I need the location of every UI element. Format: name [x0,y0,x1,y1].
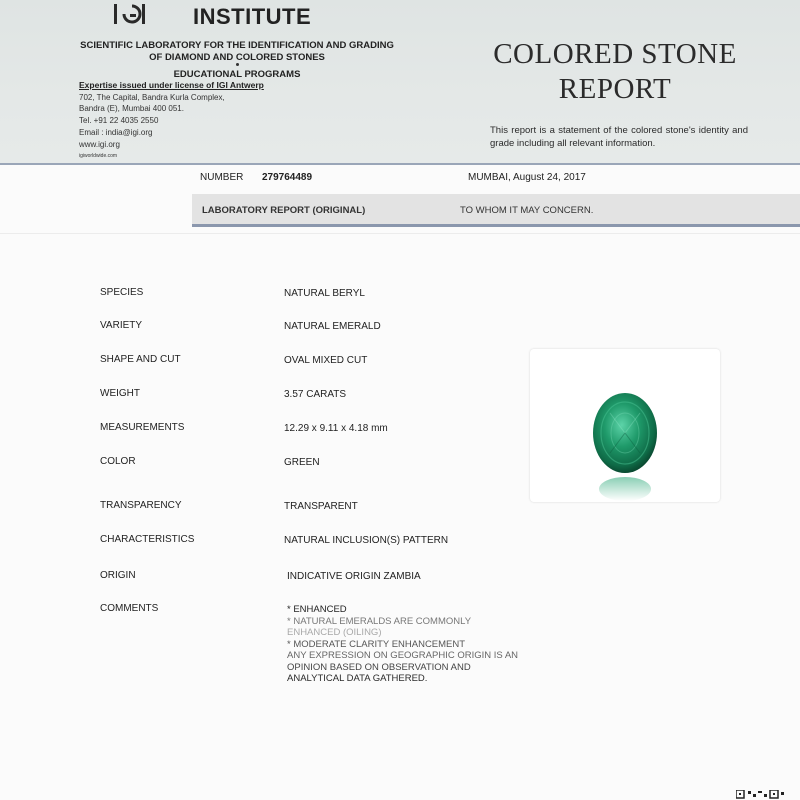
expertise-line: Expertise issued under license of IGI Antwerp [79,80,264,90]
report-number-label: NUMBER [200,172,244,183]
comment-line: OPINION BASED ON OBSERVATION AND [287,661,471,673]
field-label-variety: VARIETY [100,320,143,331]
report-description: This report is a statement of the colored stone's identity and grade including all relevant information. [490,125,748,149]
addressee: TO WHOM IT MAY CONCERN. [460,205,594,216]
website-line-small: igiworldwide.com [79,153,118,159]
comment-line: ANY EXPRESSION ON GEOGRAPHIC ORIGIN IS AN [287,650,519,661]
field-label-origin: ORIGIN [100,570,136,581]
lab-report-type: LABORATORY REPORT (ORIGINAL) [202,205,366,216]
field-label-measurements: MEASUREMENTS [100,422,185,433]
field-value-characteristics: NATURAL INCLUSION(S) PATTERN [284,535,449,546]
field-label-species: SPECIES [100,287,144,298]
qr-code-icon [736,790,786,800]
field-value-measurements: 12.29 x 9.11 x 4.18 mm [284,423,388,434]
field-value-weight: 3.57 CARATS [284,389,347,400]
field-value-shape-cut: OVAL MIXED CUT [284,355,368,366]
website-line: www.igi.org [79,140,120,149]
field-value-color: GREEN [284,457,320,468]
lab-report-bar [192,194,800,227]
address-line: Bandra (E), Mumbai 400 051. [79,104,184,113]
report-title-line2: REPORT [558,73,672,105]
field-label-weight: WEIGHT [100,388,140,399]
field-label-shape-cut: SHAPE AND CUT [100,354,181,365]
comment-line: * MODERATE CLARITY ENHANCEMENT [287,638,466,650]
phone-line: Tel. +91 22 4035 2550 [79,116,159,125]
fold-line [0,233,800,234]
gemstone-photo [530,349,720,502]
comment-line: * ENHANCED [287,604,347,615]
field-value-transparency: TRANSPARENT [284,501,358,512]
field-value-origin: INDICATIVE ORIGIN ZAMBIA [287,571,421,582]
lab-description-line2: OF DIAMOND AND COLORED STONES [149,52,325,63]
igi-logo [110,0,152,28]
lab-description-line1: SCIENTIFIC LABORATORY FOR THE IDENTIFICATION AND GRADING [80,40,394,51]
comment-line: * NATURAL EMERALDS ARE COMMONLY [287,615,472,627]
comment-line: ENHANCED (OILING) [287,627,382,638]
field-label-color: COLOR [100,456,136,467]
separator-dot [236,63,239,66]
report-header [0,0,800,165]
field-label-comments: COMMENTS [100,603,159,614]
igi-logo-icon [110,0,152,28]
email-line: Email : india@igi.org [79,128,153,137]
comments-block [287,604,518,685]
lab-description-line3: EDUCATIONAL PROGRAMS [173,69,301,80]
field-label-transparency: TRANSPARENCY [100,500,182,511]
comment-line: ANALYTICAL DATA GATHERED. [287,673,428,684]
institute-name: INSTITUTE [193,4,312,29]
field-value-variety: NATURAL EMERALD [284,321,381,332]
field-value-species: NATURAL BERYL [284,288,365,299]
emerald-icon [530,349,720,502]
report-title-line1: COLORED STONE [493,38,737,70]
report-number: 279764489 [262,172,313,183]
field-label-characteristics: CHARACTERISTICS [100,534,195,545]
report-city-date: MUMBAI, August 24, 2017 [468,172,586,183]
address-line: 702, The Capital, Bandra Kurla Complex, [79,93,225,102]
